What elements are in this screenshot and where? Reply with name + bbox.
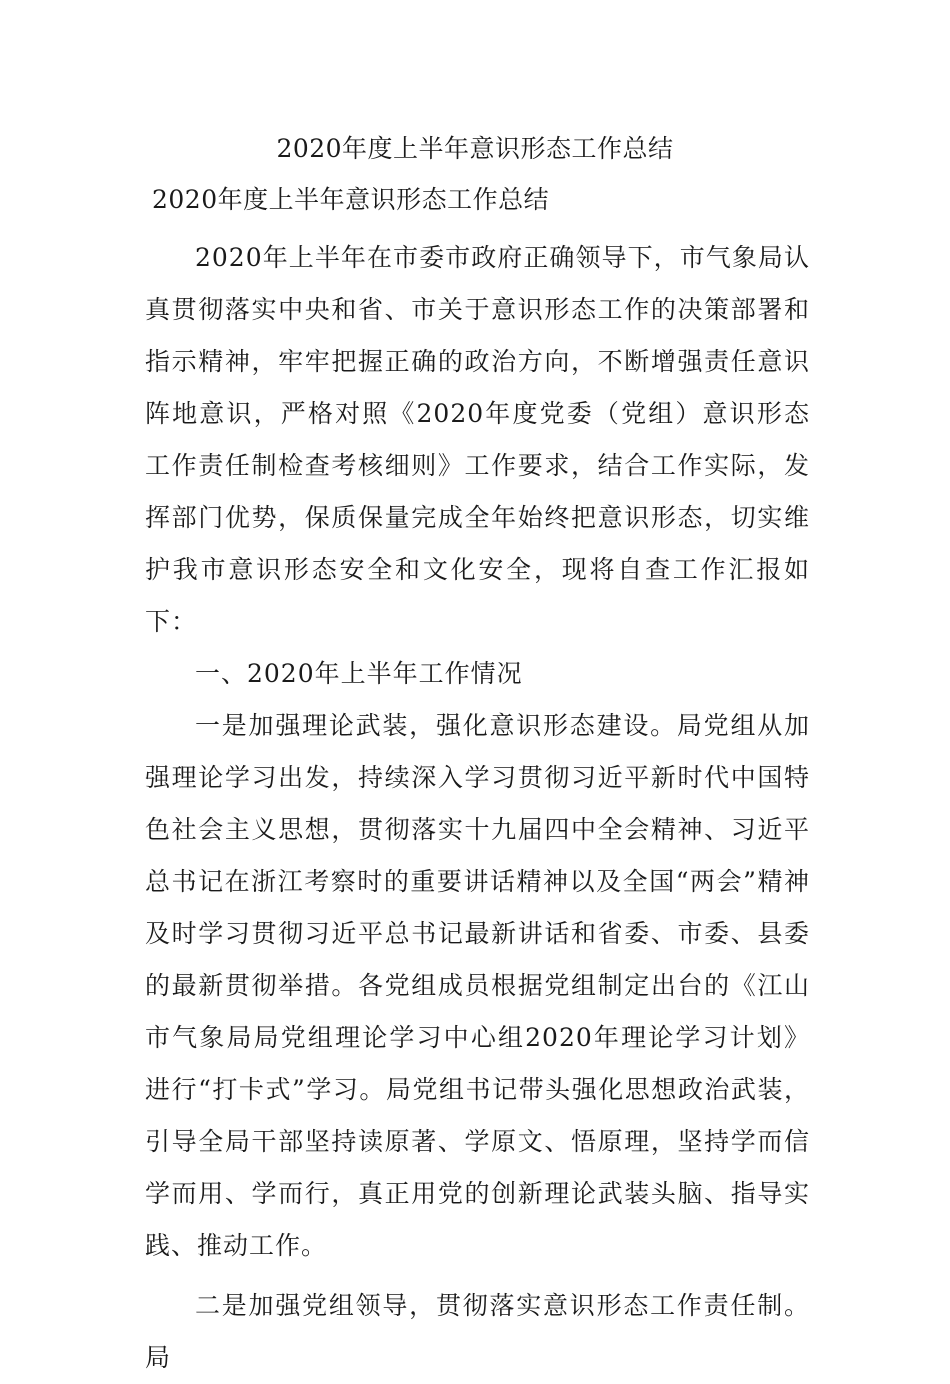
intro-paragraph: 2020年上半年在市委市政府正确领导下，市气象局认真贯彻落实中央和省、市关于意识形态工作的决策部署和指示精神，牢牢把握正确的政治方向，不断增强责任意识阵地意识，严格对照《2020年度党委（党组）意识形态工作责任制检查考核细则》工作要求，结合工作实际，发挥部门优势，保质保量完成全年始终把意识形态，切实维护我市意识形态安全和文化安全，现将自查工作汇报如下： xyxy=(145,243,810,636)
document-title: 2020年度上半年意识形态工作总结 xyxy=(276,134,674,163)
section-heading: 一、2020年上半年工作情况 xyxy=(195,659,523,688)
document-subtitle: 2020年度上半年意识形态工作总结 xyxy=(152,185,550,214)
body-paragraph: 一是加强理论武装，强化意识形态建设。局党组从加强理论学习出发，持续深入学习贯彻习近平新时代中国特色社会主义思想，贯彻落实十九届四中全会精神、习近平总书记在浙江考察时的重要讲话精神以及全国“两会”精神及时学习贯彻习近平总书记最新讲话和省委、市委、县委的最新贯彻举措。各党组成员根据党组制定出台的《江山市气象局局党组理论学习中心组2020年理论学习计划》进行“打卡式”学习。局党组书记带头强化思想政治武装，引导全局干部坚持读原著、学原文、悟原理，坚持学而信学而用、学而行，真正用党的创新理论武装头脑、指导实践、推动工作。 xyxy=(145,711,810,1260)
document-body xyxy=(145,232,810,1384)
body-paragraph-continued: 二是加强党组领导，贯彻落实意识形态工作责任制。局 xyxy=(145,1291,810,1372)
